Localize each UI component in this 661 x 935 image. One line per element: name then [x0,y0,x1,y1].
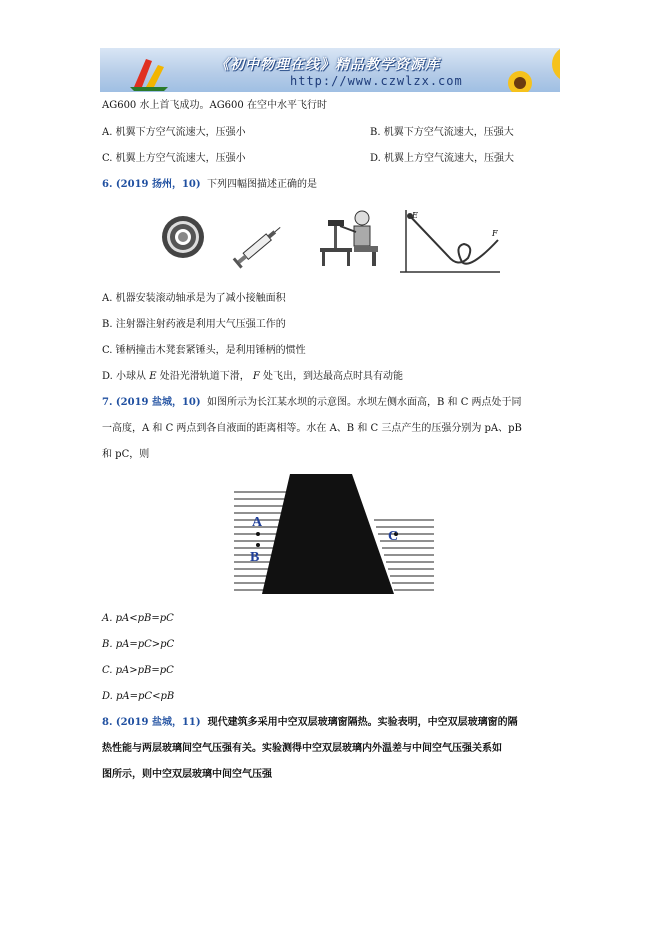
q8-line2: 热性能与两层玻璃间空气压强有关。实验测得中空双层玻璃内外温差与中间空气压强关系如 [102,743,502,754]
sunflower-icon [548,48,560,92]
bearing-figure [160,214,206,260]
q6-option-d-f: F [252,371,260,382]
dam-label-c: C [388,529,399,544]
q6-option-b: B. 注射器注射药液是利用大气压强工作的 [102,319,286,330]
dam-label-b: B [250,550,260,565]
hammer-bench-figure [318,206,382,268]
q8-stem-line1 [102,716,518,730]
q5-option-c: C. 机翼上方空气流速大，压强小 [102,153,246,164]
syringe-figure [228,218,288,274]
q7-line1: 如图所示为长江某水坝的示意图。水坝左侧水面高，B 和 C 两点处于同 [206,397,522,408]
q6-option-d-mid: 处沿光滑轨道下滑， [159,371,250,382]
q7-option-a: A. pA<pB=pC [102,613,174,624]
q6-option-d-e: E [149,371,157,382]
q6-option-d [102,370,403,384]
q8-source: 8. (2019 盐城，11) [102,717,201,728]
dam-figure [234,474,434,596]
q5-option-b: B. 机翼下方空气流速大，压强大 [370,127,514,138]
q7-line3: 和 pC，则 [102,449,150,460]
intro-text: AG600 水上首飞成功。AG600 在空中水平飞行时 [102,100,327,111]
q5-option-d: D. 机翼上方空气流速大，压强大 [370,153,515,164]
q6-option-a: A. 机器安装滚动轴承是为了减小接触面积 [102,293,286,304]
sunflower-small-icon [505,68,535,92]
q7-stem-line1 [102,396,522,410]
q7-option-c: C. pA>pB=pC [102,665,174,676]
q7-source: 7. (2019 盐城，10) [102,397,201,408]
q6-stem [102,178,317,192]
q5-option-a: A. 机翼下方空气流速大，压强小 [102,127,246,138]
logo-icon [128,51,172,91]
q7-option-d: D. pA=pC<pB [102,691,175,702]
q6-option-d-post: 处飞出，到达最高点时具有动能 [263,371,404,382]
track-figure [400,206,504,276]
label-e: E [412,211,418,220]
q7-line2: 一高度，A 和 C 两点到各自液面的距离相等。水在 A、B 和 C 三点产生的压强分别为 pA、pB [102,423,522,434]
q6-stem-text: 下列四幅图描述正确的是 [206,179,317,190]
q8-line3: 图所示，则中空双层玻璃中间空气压强 [102,769,272,780]
q6-source: 6. (2019 扬州，10) [102,179,201,190]
q6-option-c: C. 锤柄撞击木凳套紧锤头，是利用锤柄的惯性 [102,345,306,356]
q8-line1: 现代建筑多采用中空双层玻璃窗隔热。实验表明，中空双层玻璃窗的隔 [207,717,518,728]
q7-option-b: B. pA=pC>pC [102,639,175,650]
q6-option-d-pre: D. 小球从 [102,371,147,382]
header-banner [100,48,560,92]
banner-title: 《初中物理在线》精品教学资源库 [215,57,440,73]
banner-url: http://www.czwlzx.com [290,74,463,88]
dam-label-a: A [252,515,263,530]
label-f: F [492,229,498,238]
